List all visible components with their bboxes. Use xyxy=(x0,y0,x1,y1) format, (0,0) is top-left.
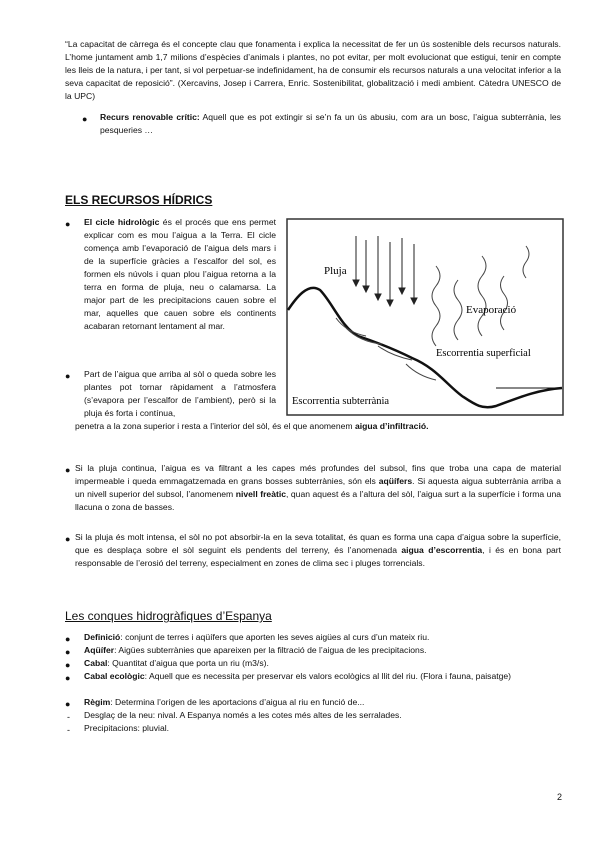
water-cycle-diagram xyxy=(286,218,564,416)
ecological-flow-definition-item xyxy=(84,670,562,683)
water-cycle-item xyxy=(84,216,276,333)
section-title-water-resources: ELS RECURSOS HÍDRICS xyxy=(65,193,213,207)
definition-term: Definició xyxy=(84,632,121,642)
water-table-term: nivell freàtic xyxy=(235,489,287,499)
regime-definition-item xyxy=(84,696,562,709)
groundwater-runoff-label: Escorrentia subterrània xyxy=(292,396,390,407)
definition-term: Cabal ecològic xyxy=(84,671,145,681)
bullet-icon: ● xyxy=(65,647,71,657)
bullet-icon: ● xyxy=(65,634,71,644)
runoff-text-1: Si la pluja és molt intensa, el sòl no pot absorbir-la en la seva totalitat, és quan es forma una capa d’aigua sobre la superfície, que es desplaça sobre el sòl seguint els pendents del terreny, és l’anomenada xyxy=(75,532,561,555)
bullet-icon: ● xyxy=(65,371,71,381)
runoff-term: aigua d’escorrentia xyxy=(401,545,483,555)
definition-term: Règim xyxy=(84,697,111,707)
definition-term: Aqüífer xyxy=(84,645,115,655)
section-title-river-basins: Les conques hidrogràfiques d’Espanya xyxy=(65,609,272,623)
regime-item-snowmelt xyxy=(84,709,562,722)
water-cycle-text: és el procés que ens permet explicar com es mou l’aigua a la Terra. El cicle comença amb l’evaporació de l’aigua dels mars i de la superfície gràcies a l’escalfor del sol, es formen els núvols i quan plou l’aigua retorna a la terra en forma de pluja, neu o calamarsa. La major part de les precipitacions cauen sobre el mar, aquelles que cauen sobre els continents acabaran retornant lentament al mar. xyxy=(84,217,276,331)
bullet-icon: ● xyxy=(65,673,71,683)
definition-text: : conjunt de terres i aqüífers que aporten les seves aigües al curs d’un mateix riu. xyxy=(120,632,430,642)
bullet-icon: ● xyxy=(65,699,71,709)
infiltration-text: Part de l’aigua que arriba al sòl o queda sobre les plantes pot tornar ràpidament a l’atmosfera (s’evapora per l’escalfor de l’ambient), però si la pluja és forta i contínua, xyxy=(84,369,276,418)
infiltration-term: aigua d’infiltració. xyxy=(354,421,429,431)
renewable-resource-text: Aquell que es pot extingir si se’n fa un ús abusiu, com ara un bosc, l’aigua subterrània, les pesqueries … xyxy=(100,112,561,135)
surface-runoff-label: Escorrentia superficial xyxy=(436,348,531,359)
runoff-text-2: , i és en bona part responsable de l’erosió del terreny, especialment en zones de clima sec i pluges torrencials. xyxy=(75,545,561,568)
rain-label: Pluja xyxy=(324,265,347,277)
aquifer-term: aqüífers xyxy=(378,476,413,486)
diagram-frame xyxy=(287,219,563,415)
bullet-icon: ● xyxy=(65,219,71,229)
renewable-resource-term: Recurs renovable crític: xyxy=(100,112,200,122)
definition-item xyxy=(84,631,562,644)
bullet-icon: ● xyxy=(65,660,71,670)
definition-text: : Quantitat d’aigua que porta un riu (m3/s). xyxy=(107,658,269,668)
flow-definition-item xyxy=(84,657,562,670)
renewable-resource-item xyxy=(100,111,561,137)
bullet-icon: ● xyxy=(82,114,88,124)
regime-text: Precipitacions: pluvial. xyxy=(84,723,170,733)
bullet-icon: ● xyxy=(65,465,71,475)
aquifer-text-3: , quan aquest és a l’altura del sòl, l’aigua surt a la superfície i forma una llacuna o zona de basses. xyxy=(75,489,562,512)
regime-item-rain xyxy=(84,722,562,735)
definition-text: : Determina l’origen de les aportacions d’aigua al riu en funció de... xyxy=(110,697,365,707)
dash-marker: - xyxy=(67,725,70,735)
page-number: 2 xyxy=(556,792,562,802)
infiltration-continuation-text: penetra a la zona superior i resta a l’interior del sòl, és el que anomenem xyxy=(75,421,355,431)
water-cycle-term: El cicle hidrològic xyxy=(84,217,160,227)
aquifer-definition-item xyxy=(84,644,562,657)
regime-text: Desglaç de la neu: nival. A Espanya només a les cotes més altes de les serralades. xyxy=(84,710,402,720)
bullet-icon: ● xyxy=(65,534,71,544)
intro-quote-text: “La capacitat de càrrega és el concepte clau que fonamenta i explica la necessitat de fer un ús sostenible dels recursos naturals. L’home juntament amb 1,7 milions d’espècies d’animals i plantes, no pot evitar, per molt evolucionat que estigui, tenir en compte les lleis de la natura, i per tant, si vol perpetuar-se indefinidament, ha de consumir els recursos naturals a una velocitat inferior a la seva capacitat de reposició”. (Xercavins, Josep i Carrera, Enric. Sostenibilitat, globalització i medi ambient. Càtedra UNESCO de la UPC) xyxy=(65,39,561,101)
infiltration-item xyxy=(84,368,276,420)
definition-text: : Aquell que es necessita per preservar els valors ecològics al llit del riu. (Flora i fauna, paisatge) xyxy=(144,671,512,681)
runoff-item xyxy=(75,531,561,570)
aquifer-text-2: . Si aquesta aigua subterrània arriba a un nivell superior del subsol, l’anomenem xyxy=(75,476,561,499)
aquifer-text-1: Si la pluja continua, l’aigua es va filtrant a les capes més profundes del subsol, fins que troba una capa de material impermeable i queda emmagatzemada en grans bosses subterrànies, són els xyxy=(75,463,561,486)
aquifer-item xyxy=(75,462,561,514)
infiltration-continuation xyxy=(75,420,565,433)
intro-quote xyxy=(65,38,561,103)
definition-term: Cabal xyxy=(84,658,108,668)
definition-text: : Aigües subterrànies que apareixen per la filtració de l’aigua de les precipitacions. xyxy=(114,645,427,655)
dash-marker: - xyxy=(67,712,70,722)
evaporation-label: Evaporació xyxy=(466,304,517,316)
